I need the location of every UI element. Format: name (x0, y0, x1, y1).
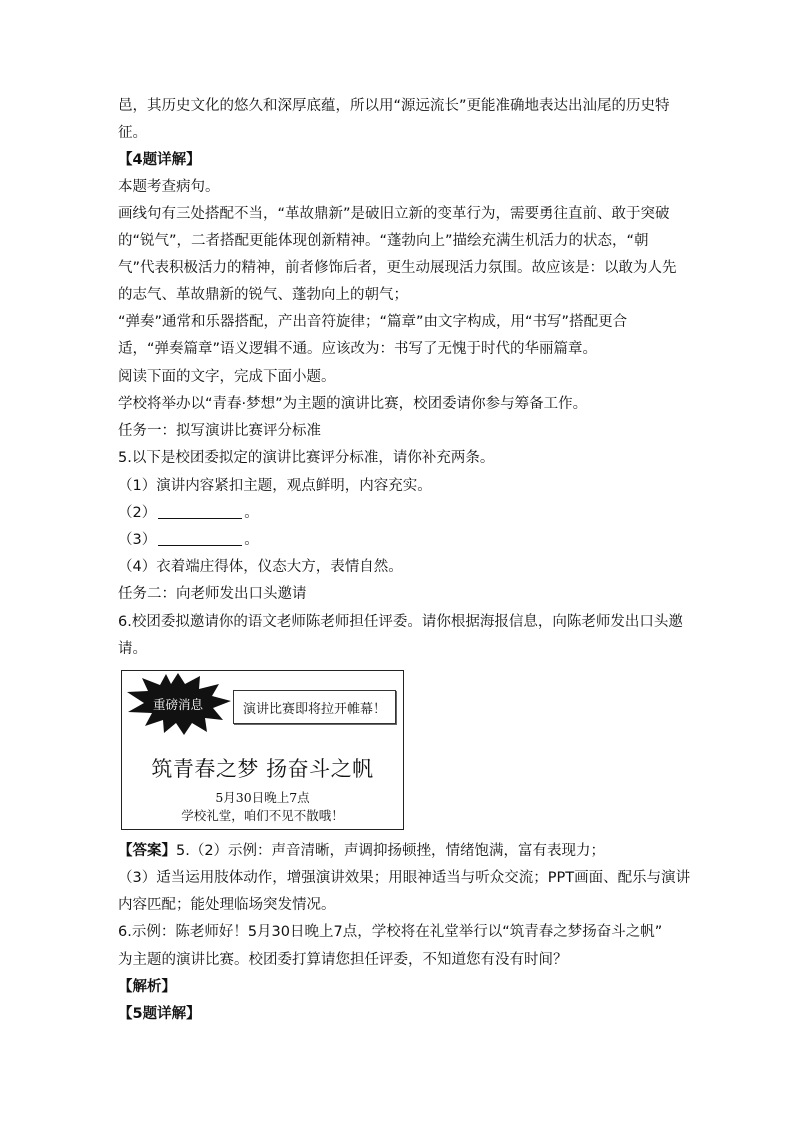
criteria-item-blank (118, 503, 259, 523)
text-line: 学校将举办以“青春·梦想”为主题的演讲比赛，校团委请你参与筹备工作。 (118, 396, 588, 412)
task-heading: 任务二：向老师发出口头邀请 (118, 586, 307, 602)
section-heading: 【4题详解】 (118, 152, 201, 168)
text-line: 征。 (118, 125, 147, 141)
item-prefix: （3） (118, 532, 157, 548)
text-line: 阅读下面的文字，完成下面小题。 (118, 369, 336, 385)
criteria-item-blank (118, 530, 259, 550)
answer-label: 【答案】 (118, 843, 176, 859)
task-heading: 任务一：拟写演讲比赛评分标准 (118, 423, 321, 439)
burst-label: 重磅消息 (152, 697, 204, 712)
answer-line (118, 841, 605, 861)
answer-blank (158, 531, 242, 546)
item-suffix: 。 (244, 505, 259, 521)
poster-title: 筑青春之梦 扬奋斗之帆 (151, 757, 374, 781)
event-poster (121, 670, 404, 830)
item-prefix: （2） (118, 505, 157, 521)
poster-date: 5月30日晚上7点 (215, 790, 310, 805)
poster-place: 学校礼堂，咱们不见不散哦！ (181, 808, 344, 823)
text-line: 适，“弹奏篇章”语义逻辑不通。应该改为：书写了无愧于时代的华丽篇章。 (118, 341, 598, 357)
question-text: 请。 (118, 641, 147, 657)
answer-text: 6.示例：陈老师好！5月30日晚上7点，学校将在礼堂举行以“筑青春之梦扬奋斗之帆” (118, 924, 663, 940)
text-line: 画线句有三处搭配不当，“革故鼎新”是破旧立新的变革行为，需要勇往直前、敢于突破 (118, 206, 670, 222)
answer-text: 为主题的演讲比赛。校团委打算请您担任评委，不知道您有没有时间？ (118, 952, 568, 968)
question-text: 5.以下是校团委拟定的演讲比赛评分标准，请你补充两条。 (118, 450, 495, 466)
answer-text: 内容匹配；能处理临场突发情况。 (118, 897, 336, 913)
answer-blank (158, 504, 242, 519)
answer-text: 5.（2）示例：声音清晰，声调抑扬顿挫，情绪饱满，富有表现力； (176, 843, 606, 859)
question-text: 6.校团委拟邀请你的语文老师陈老师担任评委。请你根据海报信息，向陈老师发出口头邀 (118, 614, 683, 630)
text-line: 气”代表积极活力的精神，前者修饰后者，更生动展现活力氛围。故应该是：以敢为人先 (118, 260, 677, 276)
section-heading: 【5题详解】 (118, 1006, 201, 1022)
text-line: 本题考查病句。 (118, 179, 220, 195)
criteria-item: （1）演讲内容紧扣主题，观点鲜明，内容充实。 (118, 478, 432, 494)
text-line: “弹奏”通常和乐器搭配，产出音符旋律；“篇章”由文字构成，用“书写”搭配更合 (118, 314, 628, 330)
text-line: 的志气、革故鼎新的锐气、蓬勃向上的朝气； (118, 287, 408, 303)
callout-text: 演讲比赛即将拉开帷幕！ (242, 702, 386, 717)
starburst-shape (122, 671, 234, 737)
answer-text: （3）适当运用肢体动作，增强演讲效果；用眼神适当与听众交流；PPT画面、配乐与演讲 (118, 870, 691, 886)
text-line: 邑，其历史文化的悠久和深厚底蕴，所以用“源远流长”更能准确地表达出汕尾的历史特 (118, 98, 670, 114)
callout-box (233, 690, 396, 724)
item-suffix: 。 (244, 532, 259, 548)
criteria-item: （4）衣着端庄得体，仪态大方，表情自然。 (118, 559, 403, 575)
analysis-heading: 【解析】 (118, 979, 176, 995)
text-line: 的“锐气”，二者搭配更能体现创新精神。“蓬勃向上”描绘充满生机活力的状态，“朝 (118, 233, 649, 249)
